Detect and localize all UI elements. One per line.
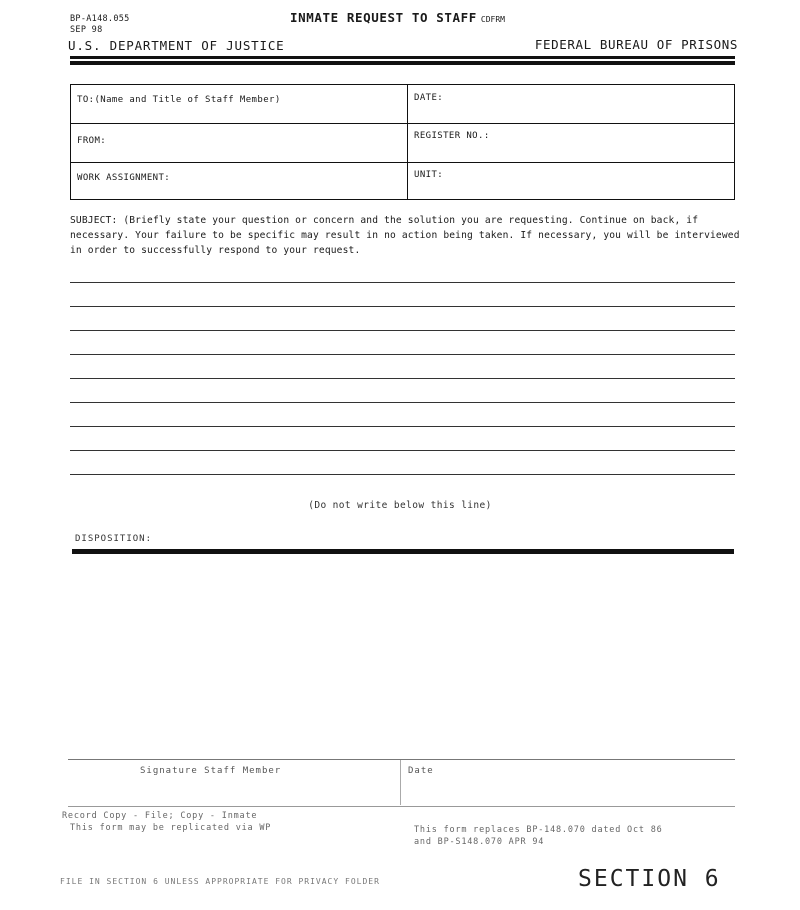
replaces-note xyxy=(414,824,663,848)
signature-date-label[interactable]: Date xyxy=(408,766,434,776)
do-not-write-notice: (Do not write below this line) xyxy=(308,500,492,511)
header-fields-box xyxy=(70,84,735,200)
form-number xyxy=(70,14,130,36)
form-title xyxy=(290,10,505,25)
to-field[interactable]: TO:(Name and Title of Staff Member) xyxy=(77,95,281,105)
form-title-text: INMATE REQUEST TO STAFF xyxy=(290,10,477,25)
disposition-rule xyxy=(72,549,734,554)
department-name: U.S. DEPARTMENT OF JUSTICE xyxy=(68,38,285,53)
writing-line xyxy=(70,306,735,307)
replication-note: This form may be replicated via WP xyxy=(70,823,272,833)
section-stamp: SECTION 6 xyxy=(578,866,721,892)
replaces-note-line2: and BP-S148.070 APR 94 xyxy=(414,837,545,847)
writing-line xyxy=(70,402,735,403)
writing-line xyxy=(70,426,735,427)
signature-rule-top xyxy=(68,759,735,760)
writing-line xyxy=(70,450,735,451)
staff-signature-label[interactable]: Signature Staff Member xyxy=(140,766,282,776)
form-revision-date: SEP 98 xyxy=(70,25,103,35)
header-rule-upper xyxy=(70,56,735,59)
copy-distribution xyxy=(62,810,271,834)
form-title-suffix: CDFRM xyxy=(480,15,505,24)
replaces-note-line1: This form replaces BP-148.070 dated Oct 86 xyxy=(414,825,663,835)
writing-line xyxy=(70,474,735,475)
writing-line xyxy=(70,354,735,355)
copy-distribution-line: Record Copy - File; Copy - Inmate xyxy=(62,811,258,821)
file-instruction: FILE IN SECTION 6 UNLESS APPROPRIATE FOR PRIVACY FOLDER xyxy=(60,877,380,886)
form-number-code: BP-A148.055 xyxy=(70,14,130,24)
from-field[interactable]: FROM: xyxy=(77,136,107,146)
writing-line xyxy=(70,378,735,379)
bureau-name: FEDERAL BUREAU OF PRISONS xyxy=(534,37,738,52)
date-field[interactable]: DATE: xyxy=(414,93,444,103)
writing-line xyxy=(70,282,735,283)
header-rule-lower xyxy=(70,61,735,65)
box-divider-vertical xyxy=(407,85,408,199)
unit-field[interactable]: UNIT: xyxy=(414,170,444,180)
disposition-label: DISPOSITION: xyxy=(75,534,153,544)
work-assignment-field[interactable]: WORK ASSIGNMENT: xyxy=(77,173,171,183)
signature-divider xyxy=(400,760,401,805)
writing-line xyxy=(70,330,735,331)
register-number-field[interactable]: REGISTER NO.: xyxy=(414,131,490,141)
box-divider-row1 xyxy=(71,123,734,124)
subject-instructions: SUBJECT: (Briefly state your question or concern and the solution you are requesting. Continue on back, if necessary. Your failure to be specific may result in no action being taken. If necessary, you will be interviewed in order to successfully respond to your request. xyxy=(70,215,740,256)
box-divider-row2 xyxy=(71,162,734,163)
signature-rule-bottom xyxy=(68,806,735,807)
